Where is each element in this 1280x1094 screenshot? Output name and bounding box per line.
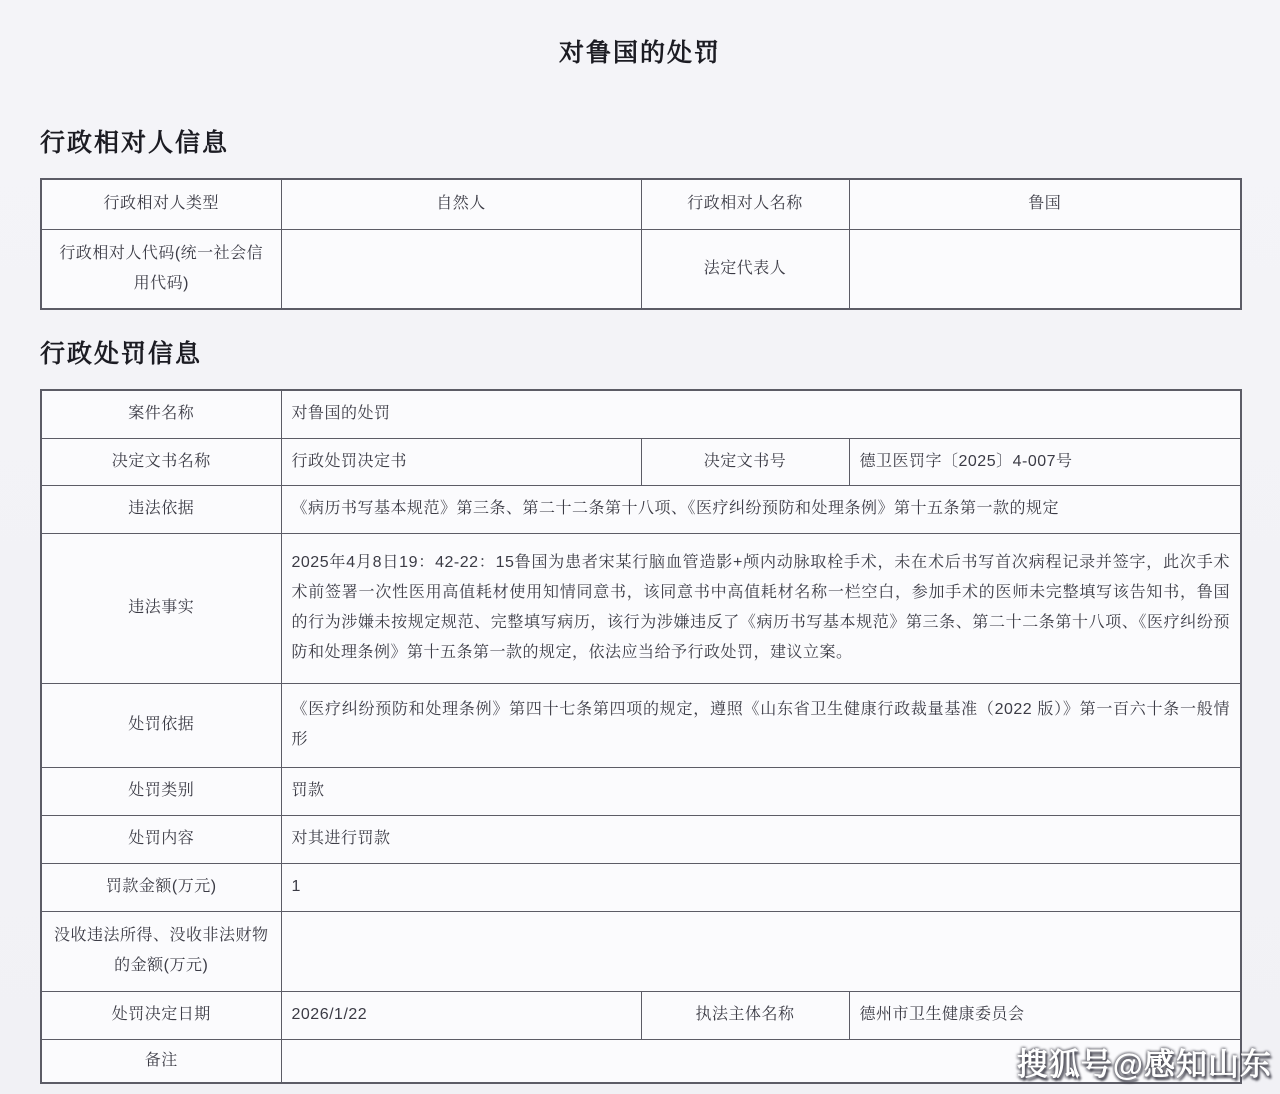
label-remarks: 备注 [41,1039,281,1083]
table-row [41,229,1241,309]
value-case-name: 对鲁国的处罚 [281,390,1241,438]
label-case-name: 案件名称 [41,390,281,438]
value-subject-code [281,229,641,309]
label-subject-name: 行政相对人名称 [641,179,849,229]
table-row [41,438,1241,485]
label-subject-code: 行政相对人代码(统一社会信用代码) [41,229,281,309]
label-decision-date: 处罚决定日期 [41,991,281,1039]
label-legal-representative: 法定代表人 [641,229,849,309]
value-subject-name: 鲁国 [849,179,1241,229]
section-heading-penalty-info: 行政处罚信息 [40,340,203,368]
table-row [41,390,1241,438]
value-enforcement-authority: 德州市卫生健康委员会 [849,991,1241,1039]
value-violation-basis: 《病历书写基本规范》第三条、第二十二条第十八项、《医疗纠纷预防和处理条例》第十五条第一款的规定 [281,485,1241,533]
label-violation-basis: 违法依据 [41,485,281,533]
table-row [41,179,1241,229]
page-title: 对鲁国的处罚 [558,39,721,67]
value-decision-doc-number: 德卫医罚字〔2025〕4-007号 [849,438,1241,485]
value-violation-facts: 2025年4月8日19：42-22：15鲁国为患者宋某行脑血管造影+颅内动脉取栓手术，未在术后书写首次病程记录并签字，此次手术术前签署一次性医用高值耗材使用知情同意书，该同意书中高值耗材名称一栏空白，参加手术的医师未完整填写该告知书，鲁国的行为涉嫌未按规定规范、完整填写病历，该行为涉嫌违反了《病历书写基本规范》第三条、第二十二条第十八项、《医疗纠纷预防和处理条例》第十五条第一款的规定，依法应当给予行政处罚，建议立案。 [281,533,1241,683]
label-violation-facts: 违法事实 [41,533,281,683]
label-penalty-content: 处罚内容 [41,815,281,863]
value-decision-date: 2026/1/22 [281,991,641,1039]
label-subject-type: 行政相对人类型 [41,179,281,229]
label-fine-amount: 罚款金额(万元) [41,863,281,911]
value-legal-representative [849,229,1241,309]
label-decision-doc-number: 决定文书号 [641,438,849,485]
label-penalty-type: 处罚类别 [41,767,281,815]
value-subject-type: 自然人 [281,179,641,229]
table-row [41,911,1241,991]
label-decision-doc-name: 决定文书名称 [41,438,281,485]
value-penalty-basis: 《医疗纠纷预防和处理条例》第四十七条第四项的规定，遵照《山东省卫生健康行政裁量基准（2022 版）》第一百六十条一般情形 [281,683,1241,767]
section-heading-subject-info: 行政相对人信息 [40,129,230,157]
penalty-info-table [40,389,1242,1084]
table-row [41,683,1241,767]
value-fine-amount: 1 [281,863,1241,911]
value-penalty-content: 对其进行罚款 [281,815,1241,863]
value-confiscation-amount [281,911,1241,991]
subject-info-table [40,178,1242,310]
table-row [41,863,1241,911]
label-penalty-basis: 处罚依据 [41,683,281,767]
table-row [41,485,1241,533]
sohu-account-watermark: 搜狐号@感知山东 [1016,1047,1272,1082]
table-row [41,815,1241,863]
value-decision-doc-name: 行政处罚决定书 [281,438,641,485]
table-row [41,767,1241,815]
label-enforcement-authority: 执法主体名称 [641,991,849,1039]
value-penalty-type: 罚款 [281,767,1241,815]
table-row [41,533,1241,683]
label-confiscation-amount: 没收违法所得、没收非法财物的金额(万元) [41,911,281,991]
table-row [41,991,1241,1039]
